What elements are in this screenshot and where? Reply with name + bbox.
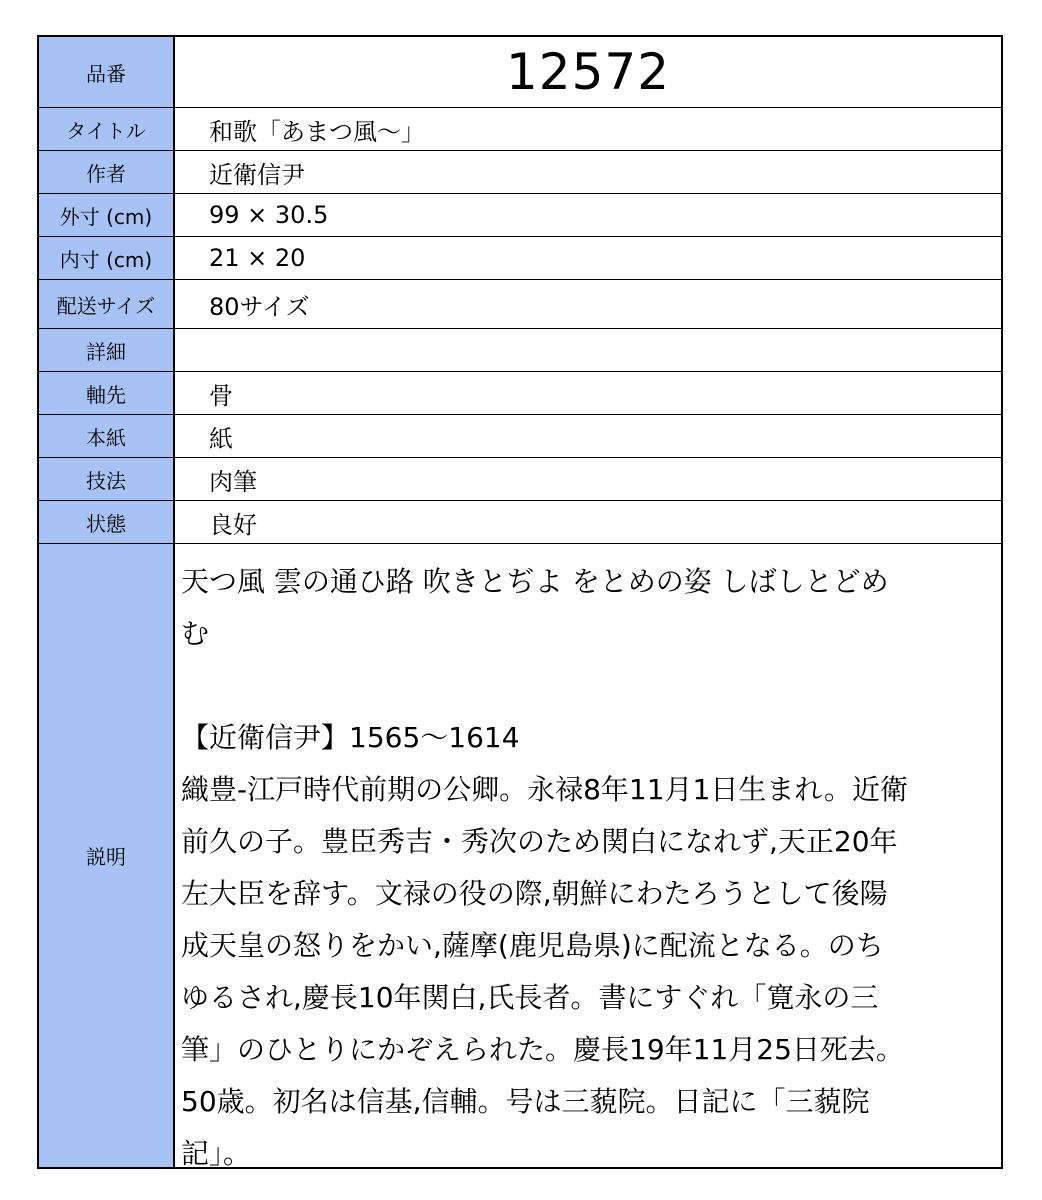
condition-value: 良好 <box>209 510 257 539</box>
description-line: 左大臣を辞す。文禄の役の際,朝鮮にわたろうとして後陽 <box>181 877 888 910</box>
technique-value: 肉筆 <box>209 467 257 496</box>
condition-label: 状態 <box>39 501 175 543</box>
details-label: 詳細 <box>39 329 175 371</box>
description-line: 織豊-江戸時代前期の公卿。永禄8年11月1日生まれ。近衛 <box>181 773 909 806</box>
title-label: タイトル <box>39 108 175 150</box>
row-inner-size <box>39 237 1001 280</box>
row-outer-size <box>39 194 1001 237</box>
outer-size-label: 外寸 (cm) <box>39 194 175 236</box>
row-title <box>39 108 1001 151</box>
row-shipping-size <box>39 280 1001 329</box>
details-value <box>175 329 1001 371</box>
row-details <box>39 329 1001 372</box>
roller-end-value: 骨 <box>209 381 233 410</box>
row-description <box>39 544 1001 1170</box>
description-line: 50歳。初名は信基,信輔。号は三藐院。日記に「三藐院 <box>181 1085 870 1118</box>
shipping-size-label: 配送サイズ <box>39 280 175 328</box>
row-item-number <box>39 37 1001 108</box>
item-number-label: 品番 <box>39 37 175 107</box>
item-spec-table <box>37 35 1003 1169</box>
description-line: む <box>181 617 210 650</box>
inner-size-value: 21 × 20 <box>209 244 306 272</box>
description-line: ゆるされ,慶長10年関白,氏長者。書にすぐれ「寛永の三 <box>181 981 879 1014</box>
description-line: 成天皇の怒りをかい,薩摩(鹿児島県)に配流となる。のち <box>181 929 884 962</box>
row-technique <box>39 458 1001 501</box>
author-value: 近衛信尹 <box>209 160 305 189</box>
description-line: 【近衛信尹】1565〜1614 <box>181 721 520 754</box>
description-line: 天つ風 雲の通ひ路 吹きとぢよ をとめの姿 しばしとどめ <box>181 565 889 598</box>
description-line: 前久の子。豊臣秀吉・秀次のため関白になれず,天正20年 <box>181 825 898 858</box>
inner-size-label: 内寸 (cm) <box>39 237 175 279</box>
description-line: 記」。 <box>181 1137 252 1170</box>
description-blank-line <box>181 660 908 712</box>
base-paper-value: 紙 <box>209 424 233 453</box>
description-line: 筆」のひとりにかぞえられた。慶長19年11月25日死去。 <box>181 1033 904 1066</box>
title-value: 和歌「あまつ風〜」 <box>209 117 425 146</box>
row-roller-end <box>39 372 1001 415</box>
shipping-size-value: 80サイズ <box>209 292 310 321</box>
item-number-value: 12572 <box>505 43 671 101</box>
row-base-paper <box>39 415 1001 458</box>
description-body <box>181 556 908 1180</box>
base-paper-label: 本紙 <box>39 415 175 457</box>
outer-size-value: 99 × 30.5 <box>209 201 329 229</box>
technique-label: 技法 <box>39 458 175 500</box>
row-condition <box>39 501 1001 544</box>
roller-end-label: 軸先 <box>39 372 175 414</box>
row-author <box>39 151 1001 194</box>
description-label: 説明 <box>39 544 175 1167</box>
author-label: 作者 <box>39 151 175 193</box>
description-text <box>175 544 1001 1170</box>
